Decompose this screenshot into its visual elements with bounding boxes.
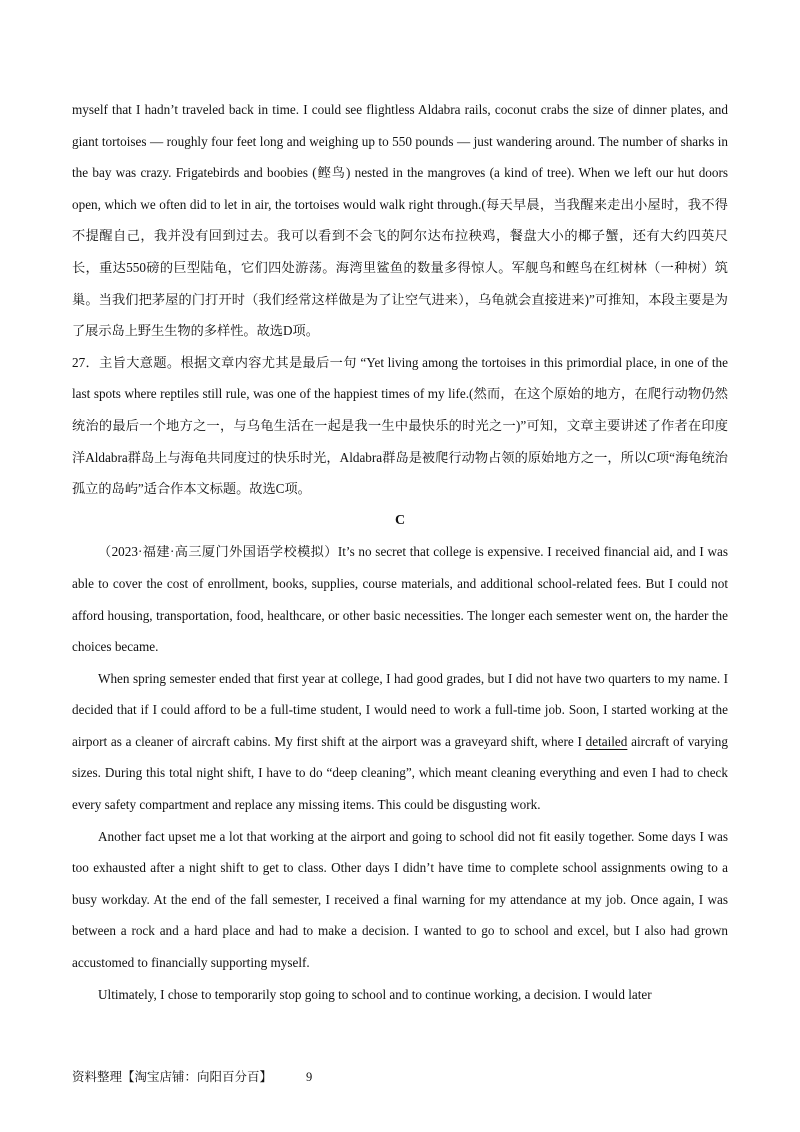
analysis-paragraph-27: 27．主旨大意题。根据文章内容尤其是最后一句 “Yet living among the tortoises in this primordial place, in one of the last spots where reptiles still rule, was one of the happiest times of my life.(然而，在这个原始的地方，在爬行动物仍然统治的最后一个地方之一，与乌龟生活在一起是我一生中最快乐的时光之一)”可知，文章主要讲述了作者在印度洋Aldabra群岛上与海龟共同度过的快乐时光，Aldabra群岛是被爬行动物占领的原始地方之一，所以C项“海龟统治孤立的岛屿”适合作本文标题。故选C项。 bbox=[72, 354, 728, 497]
document-body bbox=[72, 94, 728, 1010]
passage-paragraph-4: Ultimately, I chose to temporarily stop going to school and to continue working, a decision. I would later bbox=[98, 986, 652, 1002]
passage-paragraph-2 bbox=[72, 663, 728, 821]
passage-paragraph-3: Another fact upset me a lot that working at the airport and going to school did not fit easily together. Some days I was too exhausted after a night shift to get to class. Other days I didn’t have time to complete school assignments owing to a busy workday. At the end of the fall semester, I received a final warning for my attendance at my job. Once again, I was between a rock and a hard place and had to make a decision. I wanted to go to school and excel, but I also had grown accustomed to financially supporting myself. bbox=[72, 828, 728, 971]
page-number: 9 bbox=[306, 1070, 313, 1084]
page-footer bbox=[72, 1067, 312, 1085]
footer-source: 资料整理【淘宝店铺：向阳百分百】 bbox=[72, 1070, 273, 1084]
passage-text: When spring semester ended that first year at college, I had good grades, but I did not have two quarters to my name. I decided that if I could afford to be a full-time student, I would need to work a full-time job. Soon, I started working at the airport as a cleaner of aircraft cabins. My first shift at the airport was a graveyard shift, where I bbox=[72, 670, 728, 749]
underlined-word: detailed bbox=[585, 733, 628, 749]
passage-paragraph-1: （2023·福建·高三厦门外国语学校模拟）It’s no secret that college is expensive. I received financial aid, and I was able to cover the cost of enrollment, books, supplies, course materials, and additional school-related fees. But I could not afford housing, transportation, food, healthcare, or other basic necessities. The longer each semester went on, the harder the choices became. bbox=[72, 544, 728, 655]
section-heading: C bbox=[394, 512, 406, 528]
passage-text: aircraft of varying sizes. During this total night shift, I have to do “deep cleaning”, which meant cleaning everything and even I had to check every safety compartment and replace any missing items. This could be disgusting work. bbox=[72, 733, 728, 813]
analysis-paragraph-26: myself that I hadn’t traveled back in time. I could see flightless Aldabra rails, coconut crabs the size of dinner plates, and giant tortoises — roughly four feet long and weighing up to 550 pounds — just wandering around. The number of sharks in the bay was crazy. Frigatebirds and boobies (鲣鸟) nested in the mangroves (a kind of tree). When we left our hut doors open, which we often did to let in air, the tortoises would walk right through.(每天早晨，当我醒来走出小屋时，我不得不提醒自己，我并没有回到过去。我可以看到不会飞的阿尔达布拉秧鸡，餐盘大小的椰子蟹，还有大约四英尺长，重达550磅的巨型陆龟，它们四处游荡。海湾里鲨鱼的数量多得惊人。军舰鸟和鲣鸟在红树林（一种树）筑巢。当我们把茅屋的门打开时（我们经常这样做是为了让空气进来），乌龟就会直接进来)”可推知，本段主要是为了展示岛上野生生物的多样性。故选D项。 bbox=[72, 102, 728, 339]
